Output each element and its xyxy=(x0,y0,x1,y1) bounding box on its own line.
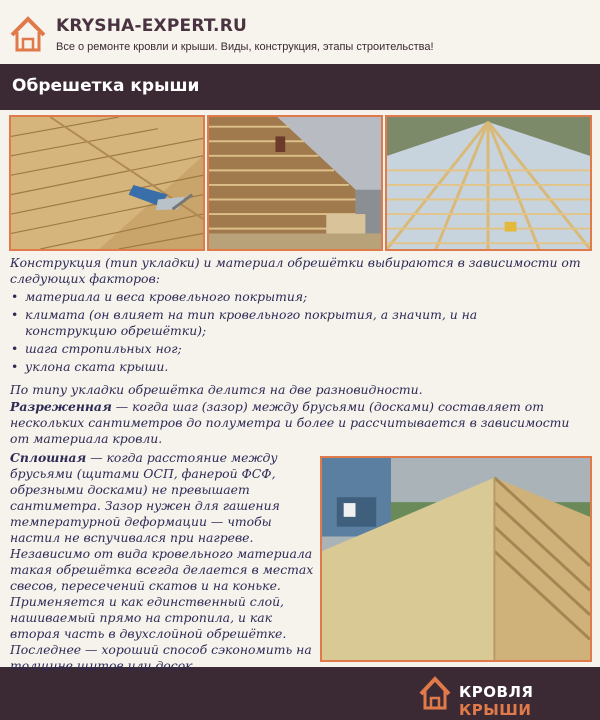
list-item: • уклона ската крыши. xyxy=(10,359,570,375)
list-item: • материала и веса кровельного покрытия; xyxy=(10,289,570,305)
solid-term: Сплошная xyxy=(10,450,87,465)
sparse-description: — когда шаг (зазор) между брусьями (досками) составляет от нескольких сантиметров до полуметра и более и рассчитывается в зависимости от материала кровли. xyxy=(10,399,570,446)
sparse-type-paragraph xyxy=(10,399,590,447)
factors-list xyxy=(10,289,570,377)
intro-paragraph: Конструкция (тип укладки) и материал обрешётки выбираются в зависимости от следующих факторов: xyxy=(10,255,581,286)
list-item: • климата (он влияет на тип кровельного покрытия, а значит, и на конструкцию обрешётки); xyxy=(10,307,570,339)
solid-type-paragraph xyxy=(10,450,320,674)
site-name[interactable]: KRYSHA-EXPERT.RU xyxy=(56,16,248,36)
footer-brand-part1: КРОВЛЯ xyxy=(459,683,534,701)
footer-brand-part2: КРЫШИ xyxy=(459,701,532,719)
article-content xyxy=(0,110,600,673)
site-header xyxy=(0,0,600,64)
solid-description: — когда расстояние между брусьями (щитами ОСП, фанерой ФСФ, обрезными досками) не превышает сантиметра. Зазор нужен для гашения температурной деформации — чтобы настил не вспучивался при нагреве. Независимо от вида кровельного материала такая обрешётка всегда делается в местах свесов, пересечений скатов и на коньке. Применяется и как единственный слой, нашиваемый прямо на стропила, и как вторая часть в двухслойной обрешётке. Последнее — хороший способ сэкономить на толщине щитов или досок. xyxy=(10,450,314,673)
page-title: Обрешетка крыши xyxy=(12,76,200,96)
footer-brand[interactable] xyxy=(459,683,600,719)
site-tagline: Все о ремонте кровли и крыши. Виды, конструкция, этапы строительства! xyxy=(56,41,434,53)
photo-hip-roof-membrane xyxy=(385,115,592,251)
house-logo-icon xyxy=(418,674,452,712)
house-logo-icon[interactable] xyxy=(9,14,47,54)
photo-osb-roof xyxy=(320,456,592,662)
list-item: • шага стропильных ног; xyxy=(10,341,570,357)
page-title-bar xyxy=(0,68,494,108)
photo-solid-deck xyxy=(9,115,205,251)
types-intro: По типу укладки обрешётка делится на две разновидности. xyxy=(10,382,423,397)
photo-sparse-battens xyxy=(207,115,383,251)
sparse-term: Разреженная xyxy=(10,399,112,414)
